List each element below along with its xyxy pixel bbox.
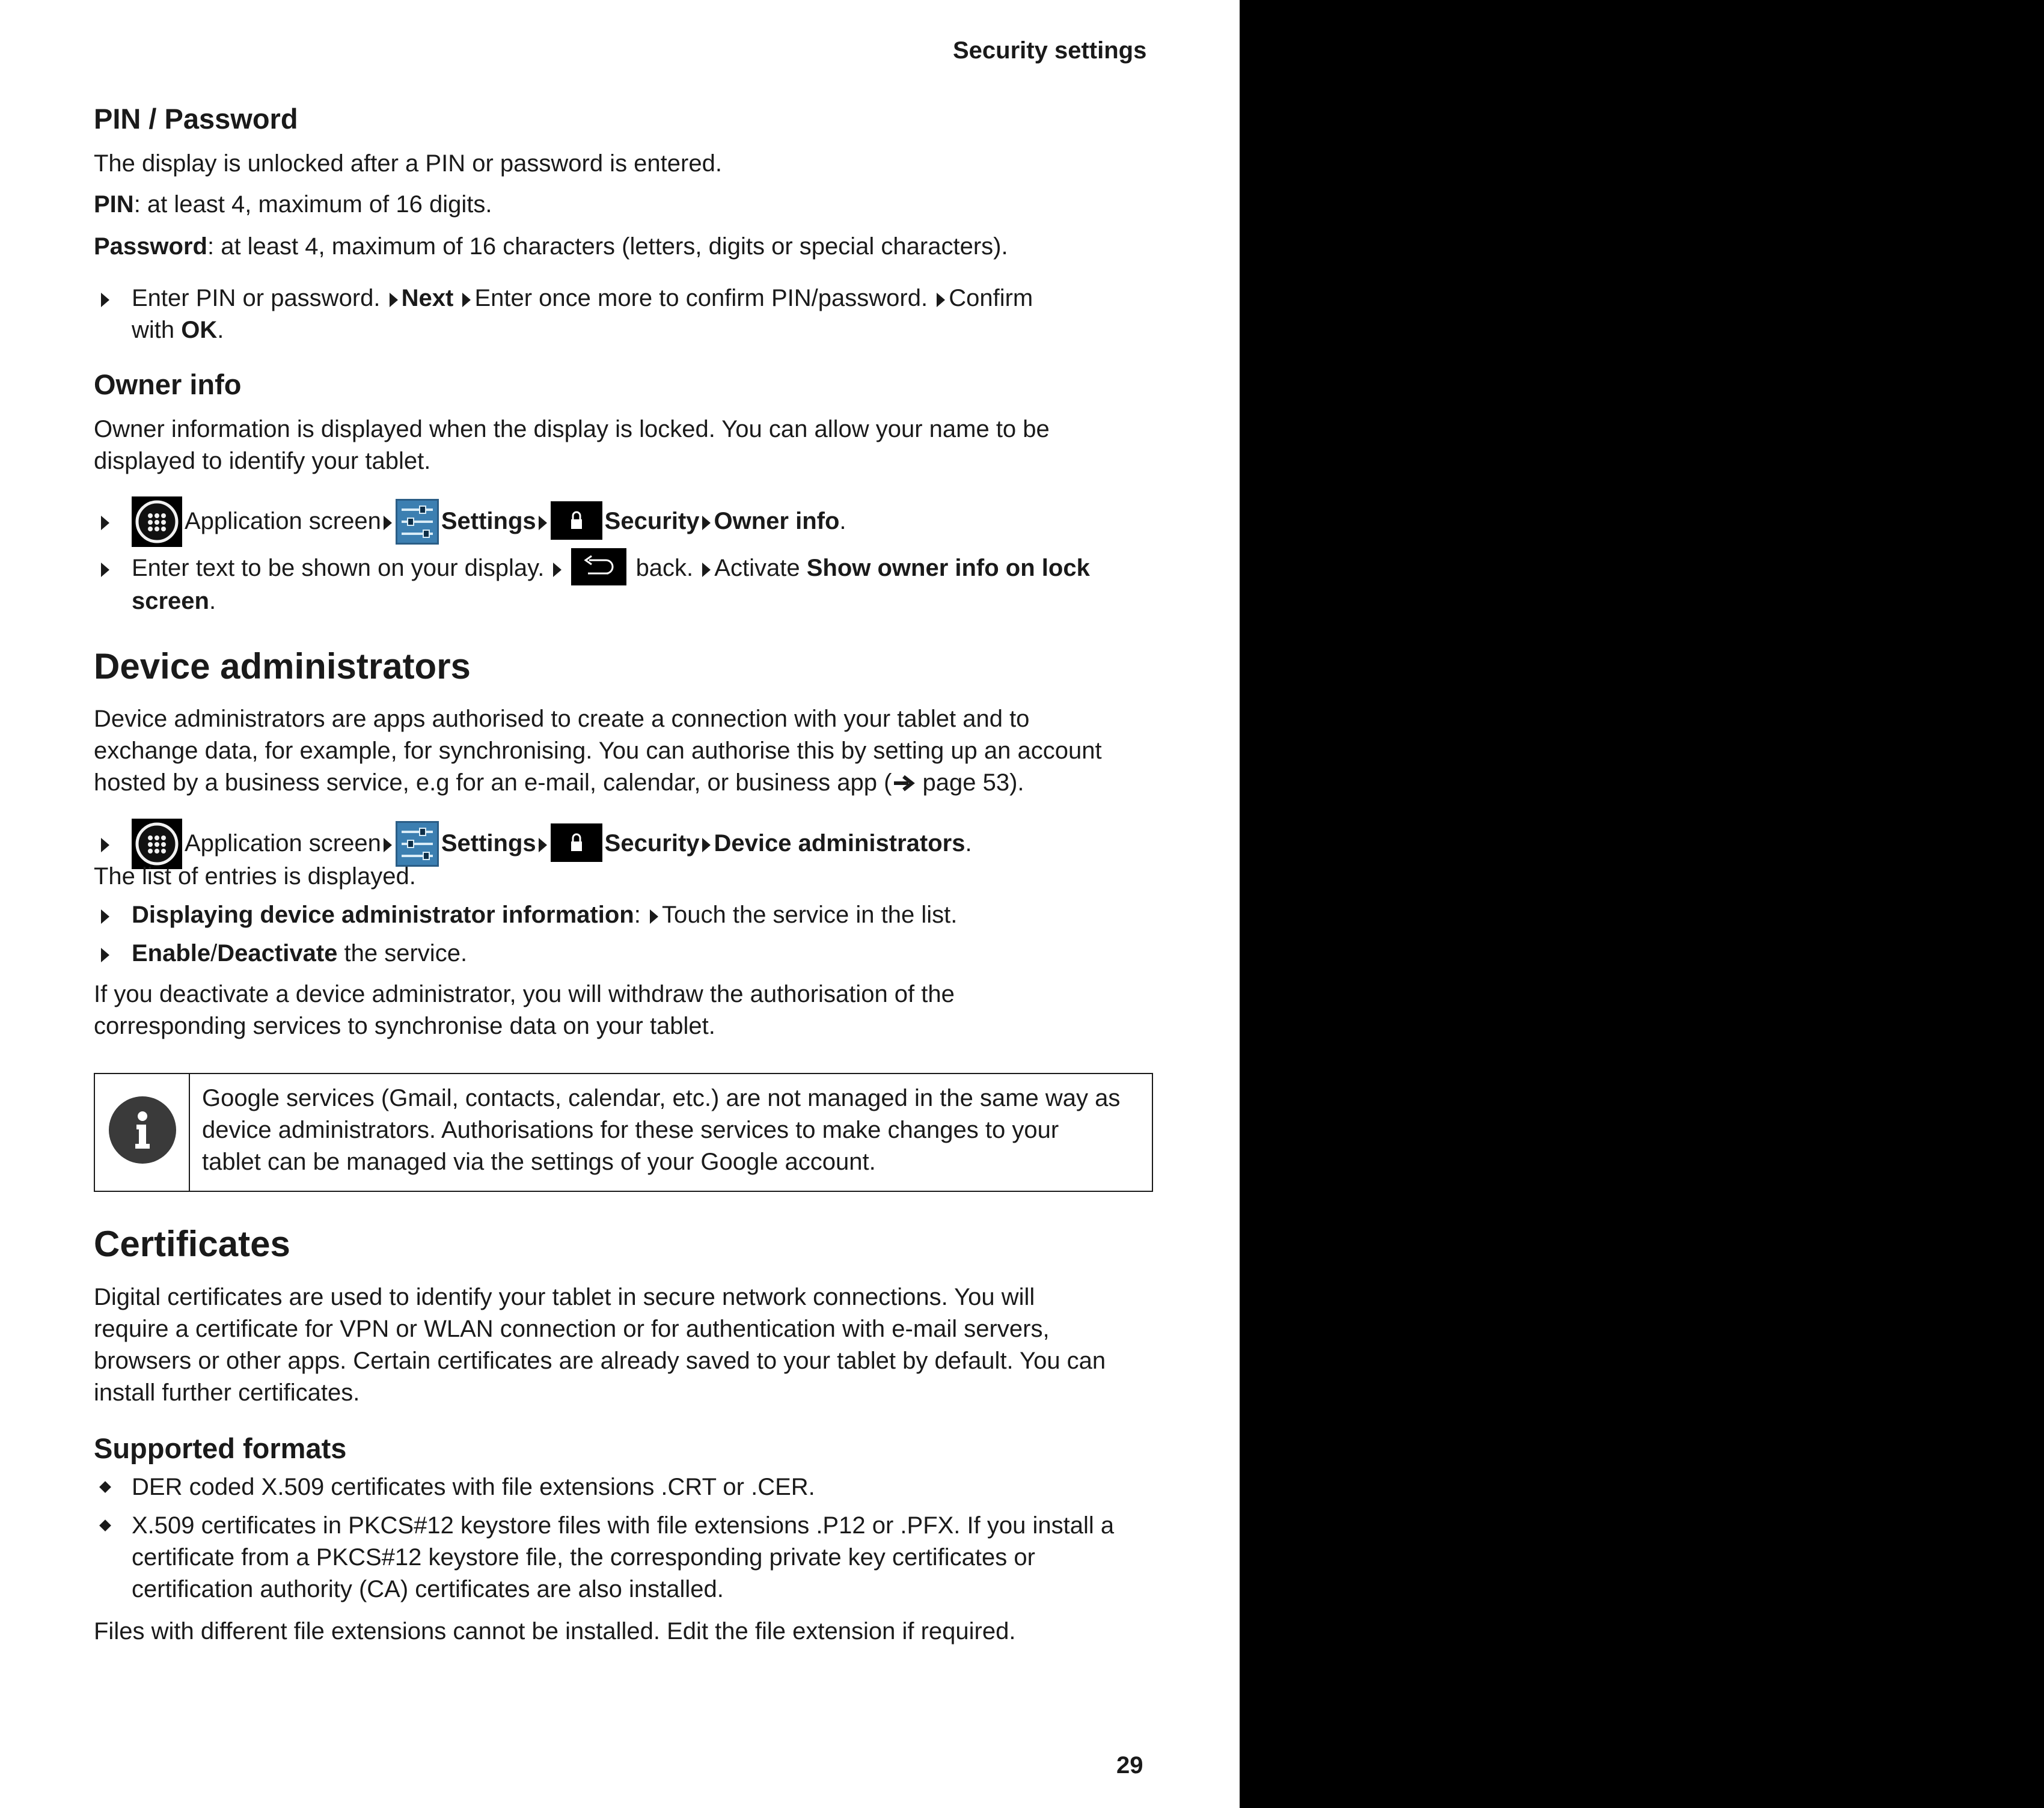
step-arrow-icon [101, 516, 109, 530]
step-arrow-icon [462, 293, 471, 307]
step-arrow-icon [101, 293, 109, 307]
pin-heading: PIN / Password [94, 103, 298, 135]
list-displayed-text: The list of entries is displayed. [94, 863, 416, 890]
pin-rule-text: : at least 4, maximum of 16 digits. [133, 191, 492, 218]
padlock-icon [551, 501, 602, 540]
pin-label: PIN [94, 191, 134, 218]
info-note-text: Google services (Gmail, contacts, calendar, etc.) are not managed in the same way as device administrators. Authorisations for these services to make changes to your tablet can be managed via the settings of your Google account. [202, 1085, 1121, 1175]
owner-heading: Owner info [94, 368, 242, 400]
format-item: X.509 certificates in PKCS#12 keystore files with file extensions .P12 or .PFX. If you install a certificate from a PKCS#12 keystore file, the corresponding private key certificates or certification authority (CA) certificates are also installed. [94, 1510, 1114, 1605]
info-note-box [94, 1073, 1153, 1192]
settings-sliders-icon [396, 821, 439, 867]
info-icon [108, 1096, 177, 1164]
path-app-label: Application screen [185, 830, 381, 857]
step-arrow-icon [384, 838, 392, 852]
step-arrow-icon [101, 948, 109, 962]
step-arrow-icon [702, 838, 711, 852]
page-number: 29 [1116, 1752, 1143, 1779]
bullet-icon [99, 1519, 111, 1532]
ok-label: OK [181, 317, 218, 343]
pin-intro: The display is unlocked after a PIN or password is entered. [94, 150, 722, 177]
step-text: Enter once more to confirm PIN/password. [474, 285, 928, 311]
back-arrow-icon [571, 548, 626, 585]
padlock-icon [551, 823, 602, 862]
password-label: Password [94, 233, 207, 260]
back-label: back. [635, 555, 694, 581]
step-arrow-icon [384, 516, 392, 530]
owner-path-step: Application screen Settings Security Owner info. [94, 496, 846, 547]
path-owner-info-label: Owner info [714, 508, 840, 534]
extensions-note: Files with different file extensions cannot be installed. Edit the file extension if required. [94, 1618, 1016, 1645]
step-arrow-icon [390, 293, 398, 307]
deactivate-text: If you deactivate a device administrator, you will withdraw the authorisation of the corresponding services to synchronise data on your tablet. [94, 981, 955, 1039]
owner-intro: Owner information is displayed when the display is locked. You can allow your name to be displayed to identify your tablet. [94, 416, 1050, 474]
step-arrow-icon [937, 293, 945, 307]
step-arrow-icon [101, 909, 109, 924]
step-arrow-icon [539, 838, 547, 852]
app-grid-icon [132, 496, 182, 547]
step-continuation: with OK. [132, 317, 224, 343]
certificates-intro: Digital certificates are used to identify your tablet in secure network connections. You will require a certificate for VPN or WLAN connection or for authentication with e-mail servers, browsers or other apps. Certain certificates are already saved to your tablet by default. You can install further certificates. [94, 1284, 1106, 1406]
path-security-label: Security [604, 508, 700, 534]
step-arrow-icon [101, 838, 109, 852]
section-header: Security settings [953, 37, 1147, 64]
step-arrow-icon [702, 516, 711, 530]
show-owner-info-label: Show owner info on lock [806, 555, 1090, 581]
path-settings-label: Settings [441, 830, 536, 857]
step-arrow-icon [553, 563, 561, 577]
supported-formats-heading: Supported formats [94, 1432, 347, 1464]
owner-text-step: Enter text to be shown on your display. back. Activate Show owner info on lock screen. [94, 548, 1090, 617]
device-admins-heading: Device administrators [94, 646, 471, 686]
step-text: Confirm [949, 285, 1033, 311]
path-settings-label: Settings [441, 508, 536, 534]
password-rule-text: : at least 4, maximum of 16 characters (letters, digits or special characters). [207, 233, 1008, 260]
next-label: Next [401, 285, 454, 311]
format-item: DER coded X.509 certificates with file extensions .CRT or .CER. [94, 1471, 815, 1503]
certificates-heading: Certificates [94, 1224, 290, 1264]
step-arrow-icon [539, 516, 547, 530]
path-app-label: Application screen [185, 508, 381, 534]
bullet-icon [99, 1481, 111, 1493]
step-text: Enter text to be shown on your display. [132, 555, 545, 581]
pin-rule [94, 189, 492, 221]
enable-step: Enable/Deactivate the service. [94, 938, 467, 970]
settings-sliders-icon [396, 499, 439, 545]
password-rule [94, 231, 1008, 263]
step-continuation: screen. [132, 588, 216, 614]
path-device-admins-label: Device administrators [714, 830, 965, 857]
pin-step [94, 282, 1033, 346]
display-info-step: Displaying device administrator information: Touch the service in the list. [94, 899, 957, 931]
step-arrow-icon [650, 909, 658, 924]
step-arrow-icon [101, 563, 109, 577]
step-text: Enter PIN or password. [132, 285, 381, 311]
step-arrow-icon [702, 563, 711, 577]
arrow-right-icon [892, 769, 916, 787]
device-admins-intro: Device administrators are apps authorised to create a connection with your tablet and to exchange data, for example, for synchronising. You can authorise this by setting up an account hosted by a business service, e.g for an e-mail, calendar, or business app ( page 53). [94, 706, 1102, 796]
device-admins-path-step: Application screen Settings Security Device administrators. [94, 819, 972, 869]
path-security-label: Security [604, 830, 700, 857]
